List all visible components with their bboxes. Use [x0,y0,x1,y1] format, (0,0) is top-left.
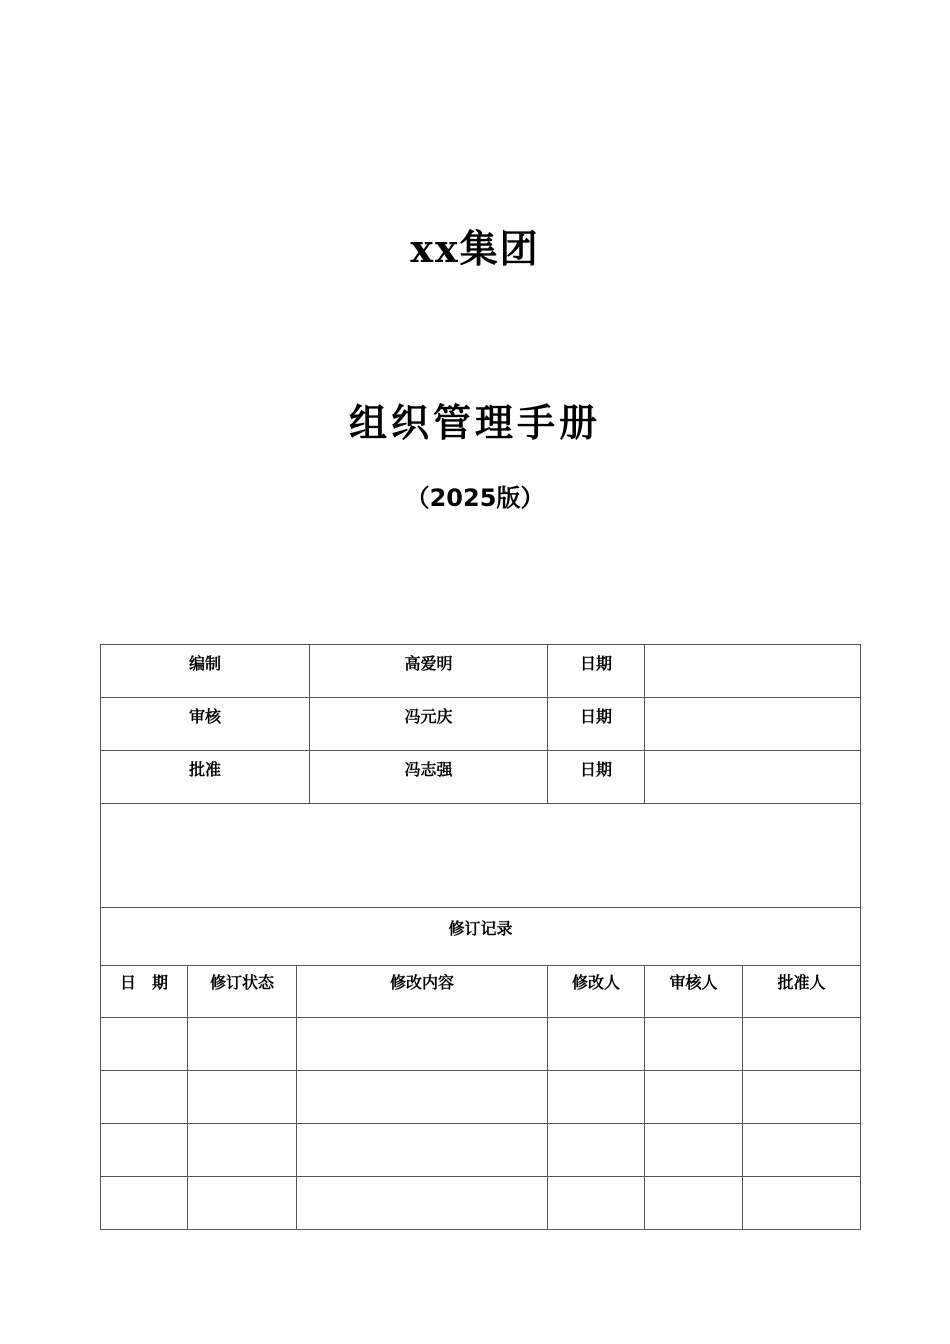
signoff-name: 冯元庆 [310,698,548,751]
revision-cell-status[interactable] [188,1071,297,1124]
revision-row [101,1124,861,1177]
revision-cell-reviewer[interactable] [645,1018,743,1071]
signoff-row-compile [101,645,861,698]
revision-row [101,1177,861,1230]
revision-header-content: 修改内容 [297,966,548,1018]
revision-cell-content[interactable] [297,1124,548,1177]
signoff-date-label: 日期 [548,751,645,804]
revision-cell-date[interactable] [101,1018,188,1071]
revision-cell-date[interactable] [101,1177,188,1230]
signoff-name: 高爱明 [310,645,548,698]
revision-cell-approver[interactable] [743,1018,861,1071]
revision-cell-reviewer[interactable] [645,1124,743,1177]
revision-cell-approver[interactable] [743,1071,861,1124]
signoff-date-value[interactable] [645,751,861,804]
revision-cell-reviewer[interactable] [645,1071,743,1124]
signoff-role: 批准 [101,751,310,804]
signoff-date-value[interactable] [645,698,861,751]
revision-row [101,1071,861,1124]
revision-cell-modifier[interactable] [548,1124,645,1177]
signoff-row-approve [101,751,861,804]
revision-cell-modifier[interactable] [548,1177,645,1230]
revision-cell-status[interactable] [188,1177,297,1230]
revision-header-approver: 批准人 [743,966,861,1018]
manual-title: 组织管理手册 [348,400,601,445]
approval-table [100,644,861,1230]
revision-cell-status[interactable] [188,1124,297,1177]
signoff-row-review [101,698,861,751]
revision-cell-content[interactable] [297,1018,548,1071]
revision-section-row [101,908,861,966]
revision-cell-modifier[interactable] [548,1071,645,1124]
revision-header-modifier: 修改人 [548,966,645,1018]
signoff-date-label: 日期 [548,645,645,698]
blank-row [101,804,861,908]
revision-cell-reviewer[interactable] [645,1177,743,1230]
signoff-date-value[interactable] [645,645,861,698]
signoff-name: 冯志强 [310,751,548,804]
revision-header-status: 修订状态 [188,966,297,1018]
revision-cell-content[interactable] [297,1071,548,1124]
revision-header-row [101,966,861,1018]
signoff-date-label: 日期 [548,698,645,751]
revision-cell-date[interactable] [101,1124,188,1177]
company-name: xx集团 [410,226,540,271]
revision-cell-content[interactable] [297,1177,548,1230]
revision-cell-modifier[interactable] [548,1018,645,1071]
signoff-role: 编制 [101,645,310,698]
blank-cell [101,804,861,908]
signoff-role: 审核 [101,698,310,751]
revision-row [101,1018,861,1071]
revision-cell-status[interactable] [188,1018,297,1071]
revision-header-date: 日 期 [101,966,188,1018]
edition-label: （2025版） [405,484,545,512]
revision-cell-approver[interactable] [743,1177,861,1230]
revision-cell-date[interactable] [101,1071,188,1124]
revision-section-title: 修订记录 [101,908,861,966]
revision-cell-approver[interactable] [743,1124,861,1177]
revision-header-reviewer: 审核人 [645,966,743,1018]
